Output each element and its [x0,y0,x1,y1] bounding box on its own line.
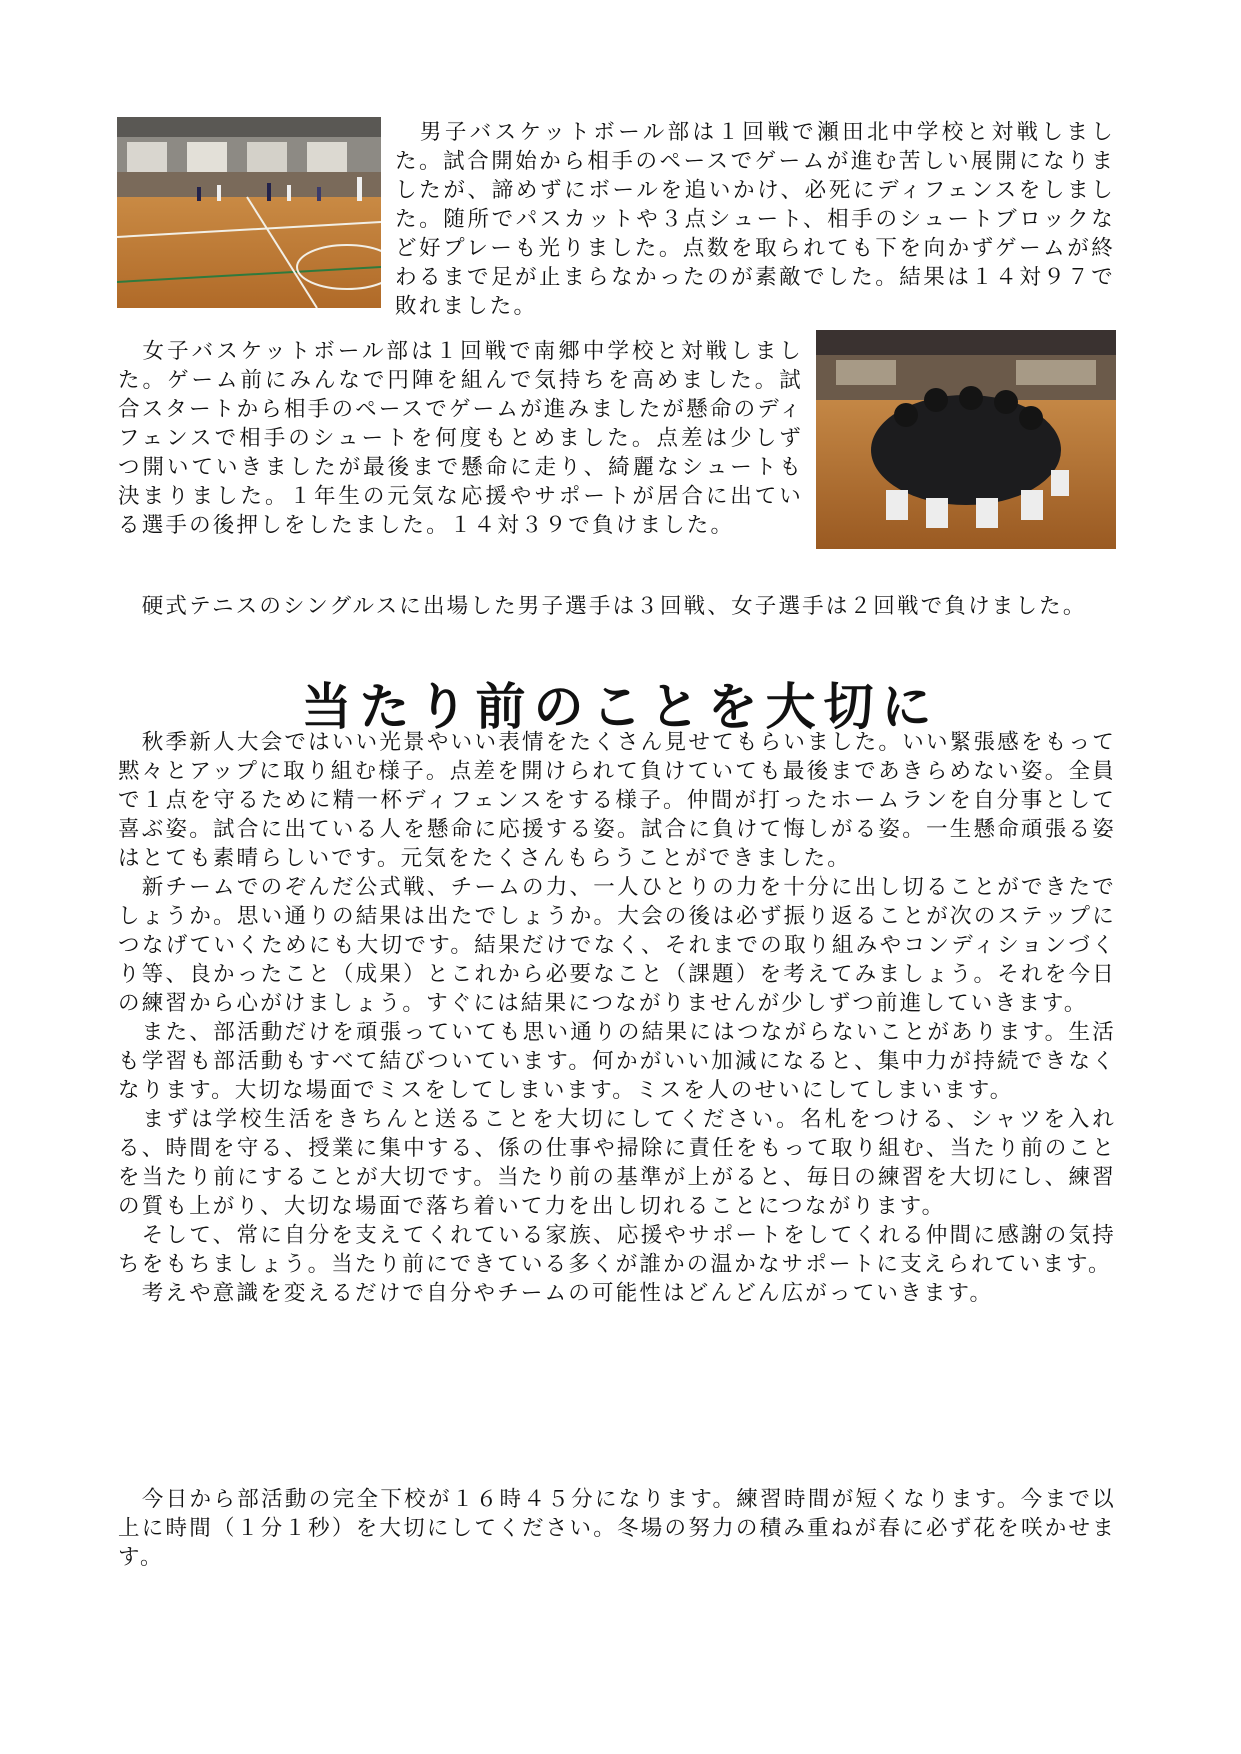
section-paragraph: まずは学校生活をきちんと送ることを大切にしてください。名札をつける、シャツを入れる、時間を守る、授業に集中する、係の仕事や掃除に責任をもって取り組む、当たり前のことを当たり前にすることが大切です。当たり前の基準が上がると、毎日の練習を大切にし、練習の質も上がり、大切な場面で落ち着いて力を出し切れることにつながります。 [118,1107,1116,1219]
section-body [118,728,1116,1308]
boys-basketball-photo [117,117,381,308]
tennis-text: 硬式テニスのシングルスに出場した男子選手は３回戦、女子選手は２回戦で負けました。 [118,594,1087,619]
girls-basketball-text: 女子バスケットボール部は１回戦で南郷中学校と対戦しました。ゲーム前にみんなで円陣を組んで気持ちを高めました。試合スタートから相手のペースでゲームが進みましたが懸命のディフェンスで相手のシュートを何度もとめました。点差は少しずつ開いていきましたが最後まで懸命に走り、綺麗なシュートも決まりました。１年生の元気な応援やサポートが居合に出ている選手の後押しをしたました。１４対３９で負けました。 [118,339,803,538]
section-title: 当たり前のことを大切に [301,678,940,736]
section-paragraph: 秋季新人大会ではいい光景やいい表情をたくさん見せてもらいました。いい緊張感をもって黙々とアップに取り組む様子。点差を開けられて負けていても最後まであきらめない姿。全員で１点を守るために精一杯ディフェンスをする様子。仲間が打ったホームランを自分事として喜ぶ姿。試合に出ている人を懸命に応援する姿。試合に負けて悔しがる姿。一生懸命頑張る姿はとても素晴らしいです。元気をたくさんもらうことができました。 [118,730,1116,871]
section-paragraph: 考えや意識を変えるだけで自分やチームの可能性はどんどん広がっていきます。 [118,1281,994,1306]
section-paragraph: また、部活動だけを頑張っていても思い通りの結果にはつながらないことがあります。生活も学習も部活動もすべて結びついています。何かがいい加減になると、集中力が持続できなくなります。大切な場面でミスをしてしまいます。ミスを人のせいにしてしまいます。 [118,1020,1116,1103]
boys-basketball-text: 男子バスケットボール部は１回戦で瀬田北中学校と対戦しました。試合開始から相手のペースでゲームが進む苦しい展開になりましたが、諦めずにボールを追いかけ、必死にディフェンスをしました。随所でパスカットや３点シュート、相手のシュートブロックなど好プレーも光りました。点数を取られても下を向かずゲームが終わるまで足が止まらなかったのが素敵でした。結果は１４対９７で敗れました。 [395,120,1115,319]
closing-text: 今日から部活動の完全下校が１６時４５分になります。練習時間が短くなります。今まで以上に時間（１分１秒）を大切にしてください。冬場の努力の積み重ねが春に必ず花を咲かせます。 [118,1487,1116,1570]
section-paragraph: 新チームでのぞんだ公式戦、チームの力、一人ひとりの力を十分に出し切ることができたでしょうか。思い通りの結果は出たでしょうか。大会の後は必ず振り返ることが次のステップにつなげていくためにも大切です。結果だけでなく、それまでの取り組みやコンディションづくり等、良かったこと（成果）とこれから必要なこと（課題）を考えてみましょう。それを今日の練習から心がけましょう。すぐには結果につながりませんが少しずつ前進していきます。 [118,875,1116,1016]
section-paragraph: そして、常に自分を支えてくれている家族、応援やサポートをしてくれる仲間に感謝の気持ちをもちましょう。当たり前にできている多くが誰かの温かなサポートに支えられています。 [118,1223,1116,1277]
girls-basketball-photo [816,330,1116,549]
